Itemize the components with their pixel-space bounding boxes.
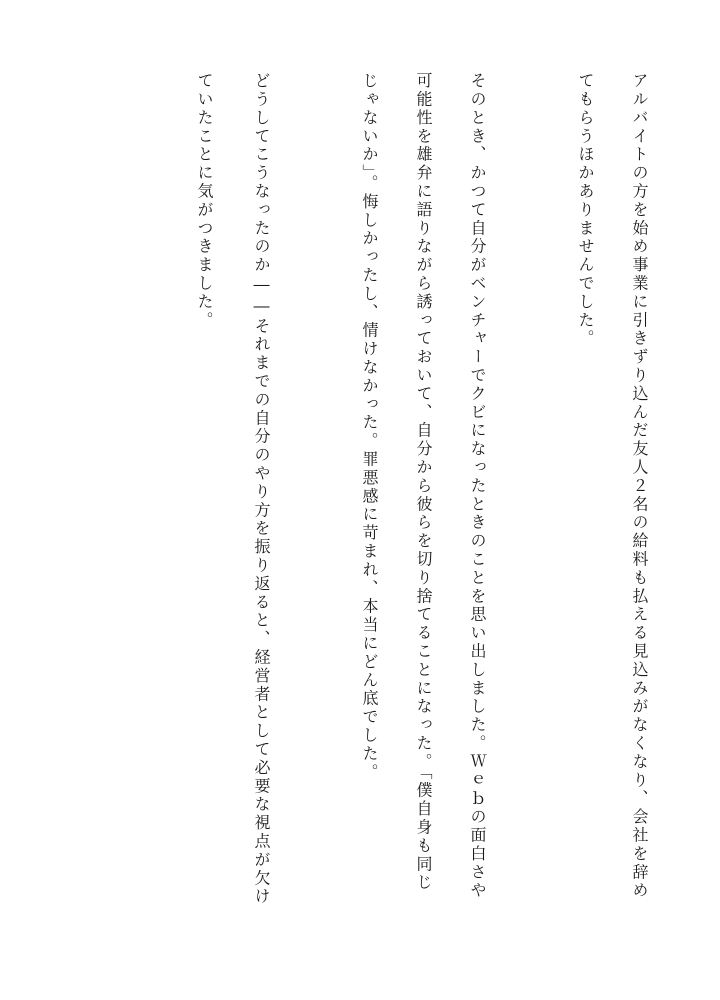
text-column-3 <box>519 72 543 932</box>
text-column-2: てもらうほかありませんでした。 <box>576 72 595 348</box>
text-column-4: そのとき、かつて自分がベンチャーでクビになったときのことを思い出しました。Ｗｅｂの面白さや <box>468 72 487 900</box>
text-column-6: じゃないか」。悔しかったし、情けなかった。罪悪感に苛まれ、本当にどん底でした。 <box>360 72 379 782</box>
text-column-9: ていたことに気がつきました。 <box>195 72 214 330</box>
text-column-8: どうしてこうなったのか――それまでの自分のやり方を振り返ると、経営者として必要な視点が欠け <box>252 72 271 906</box>
text-column-1: アルバイトの方を始め事業に引きずり込んだ友人２名の給料も払える見込みがなくなり、会社を辞め <box>630 72 649 900</box>
text-column-7 <box>303 72 327 932</box>
text-column-5: 可能性を雄弁に語りながら誘っておいて、自分から彼らを切り捨てることになった。「僕自身も同じ <box>414 72 433 892</box>
